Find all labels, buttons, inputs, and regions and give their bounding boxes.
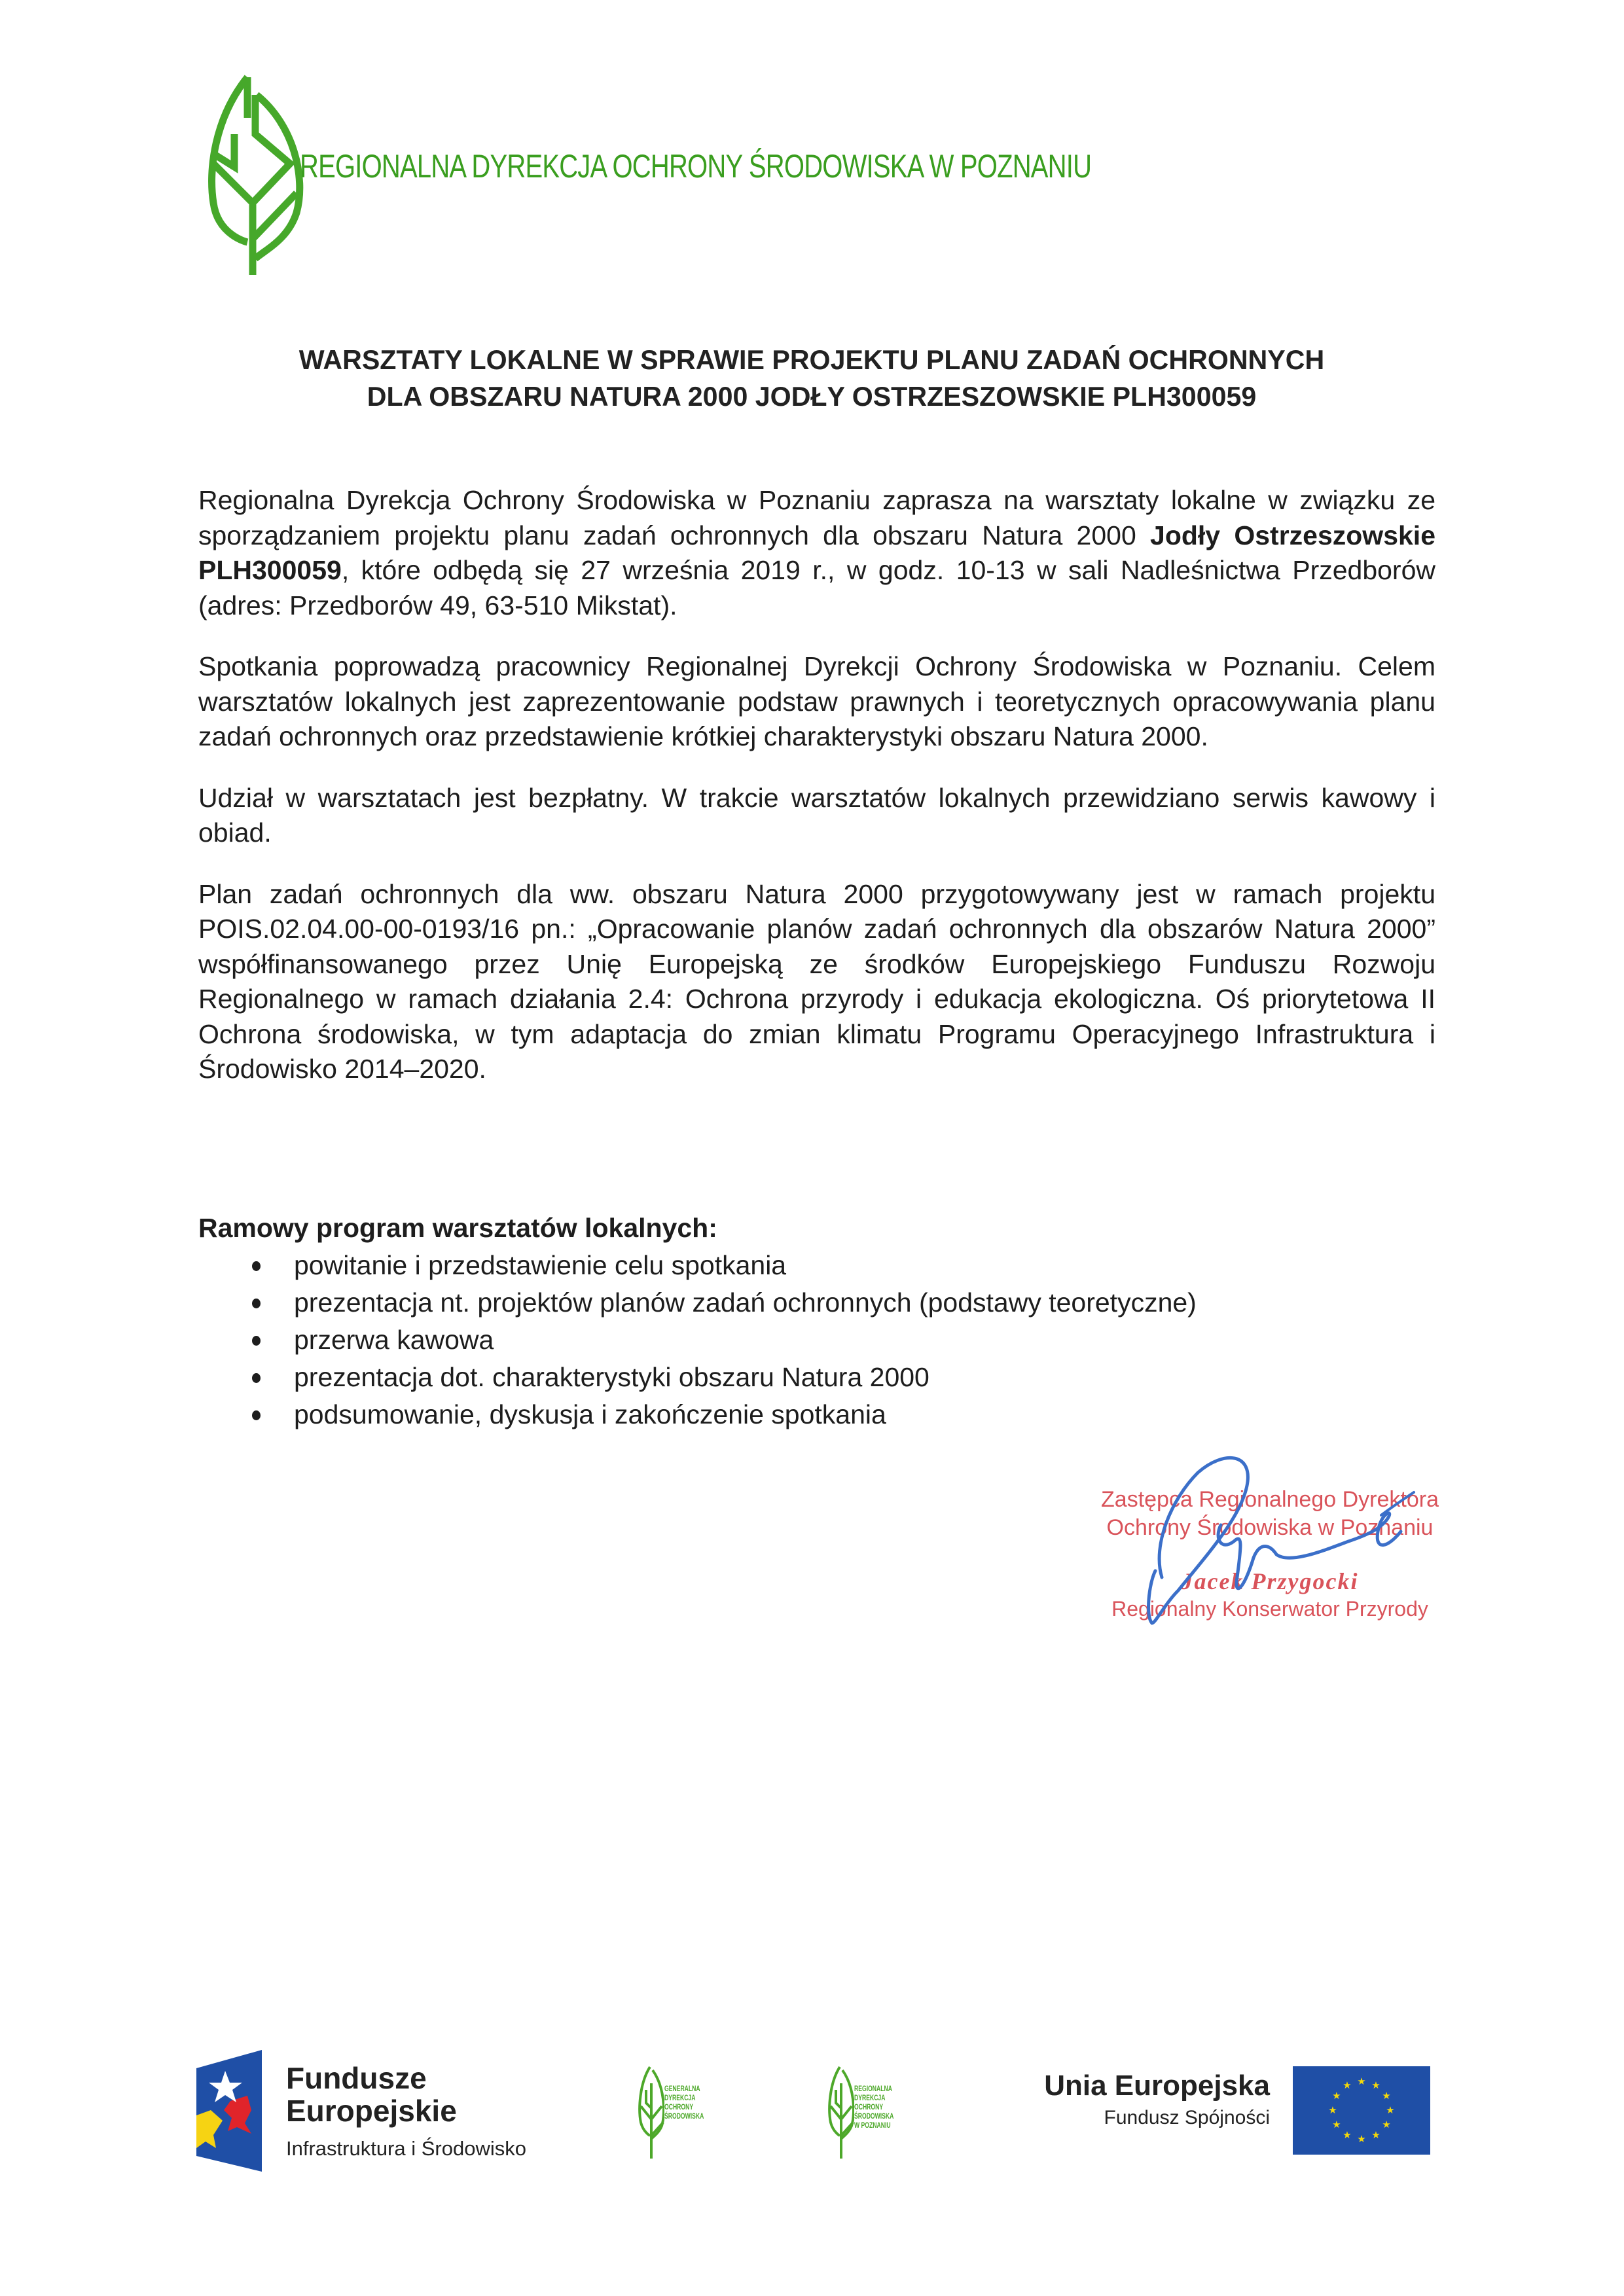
paragraph-funding: Plan zadań ochronnych dla ww. obszaru Natura 2000 przygotowywany jest w ramach projektu POIS.02.04.00-00-0193/16 pn.: „Opracowanie planów zadań ochronnych dla obszarów Natura 2000” współfinansowanego przez Unię Europejską ze środków Europejskiego Funduszu Rozwoju Regionalnego w ramach działania 2.4: Ochrona przyrody i edukacja ekologiczna. Oś priorytetowa II Ochrona środowiska, w tym adaptacja do zmian klimatu Programu Operacyjnego Infrastruktura i Środowisko 2014–2020. [198, 878, 1435, 1084]
fundusze-europejskie-logo-icon [196, 2050, 262, 2172]
rdos-text-line: ŚRODOWISKA [854, 2113, 894, 2121]
eu-star-icon: ★ [1371, 2130, 1380, 2142]
list-item [198, 1247, 1435, 1284]
program-heading: Ramowy program warsztatów lokalnych: [198, 1213, 717, 1243]
rdos-text-line: W POZNANIU [854, 2122, 891, 2130]
title-line-2: DLA OBSZARU NATURA 2000 JODŁY OSTRZESZOWSKIE PLH300059 [367, 381, 1257, 412]
organization-name: REGIONALNA DYREKCJA OCHRONY ŚRODOWISKA W POZNANIU [300, 148, 1092, 185]
gdos-text-line: ŚRODOWISKA [664, 2113, 704, 2121]
gdos-logo [638, 2064, 730, 2162]
gdos-text-line: GENERALNA [664, 2085, 700, 2093]
list-item-text: przerwa kawowa [294, 1325, 494, 1355]
eu-star-icon: ★ [1371, 2079, 1380, 2091]
rdos-text [854, 2085, 893, 2130]
eu-star-icon: ★ [1386, 2105, 1395, 2116]
rdos-text-line: OCHRONY [854, 2104, 884, 2111]
handwritten-signature-icon [1074, 1427, 1466, 1643]
stamp-name: Jacek Przygocki [1181, 1568, 1359, 1594]
eu-star-icon: ★ [1343, 2130, 1352, 2142]
paragraph-text: , które odbędą się 27 września 2019 r., w godz. 10-13 w sali Nadleśnictwa Przedborów (adres: Przedborów 49, 63-510 Mikstat). [198, 555, 1435, 620]
paragraph-text: Regionalna Dyrekcja Ochrony Środowiska w Poznaniu zaprasza na warsztaty lokalne w związku ze sporządzaniem projektu planu zadań ochronnych dla obszaru Natura 2000 [198, 485, 1435, 550]
fundusze-europejskie-text [286, 2062, 526, 2165]
ue-line-1: Unia Europejska [1044, 2070, 1270, 2102]
gdos-leaf-icon [638, 2064, 664, 2162]
rdos-leaf-icon [828, 2064, 854, 2162]
document-title [164, 342, 1460, 415]
rdos-text-line: REGIONALNA [854, 2085, 892, 2093]
fe-line-2: Europejskie [286, 2094, 457, 2128]
list-item-text: prezentacja nt. projektów planów zadań ochronnych (podstawy teoretyczne) [294, 1287, 1197, 1318]
unia-europejska-text [1021, 2068, 1270, 2132]
ue-line-2: Fundusz Spójności [1104, 2107, 1270, 2128]
eu-star-icon: ★ [1357, 2134, 1366, 2145]
fe-line-1: Fundusze [286, 2061, 427, 2095]
bullet-icon [252, 1410, 261, 1420]
list-item [198, 1321, 1435, 1359]
eu-star-icon: ★ [1382, 2090, 1391, 2102]
list-item [198, 1359, 1435, 1396]
eu-star-icon: ★ [1343, 2079, 1352, 2091]
title-line-1: WARSZTATY LOKALNE W SPRAWIE PROJEKTU PLANU ZADAŃ OCHRONNYCH [298, 344, 1325, 375]
document-body [198, 483, 1435, 1113]
paragraph-invitation [198, 483, 1435, 623]
eu-star-icon: ★ [1332, 2090, 1341, 2102]
rdos-leaf-logo-icon [208, 72, 306, 278]
paragraph-organizers: Spotkania poprowadzą pracownicy Regionalnej Dyrekcji Ochrony Środowiska w Poznaniu. Celem warsztatów lokalnych jest zaprezentowanie podstaw prawnych i teoretycznych opracowywania planu zadań ochronnych oraz przedstawienie krótkiej charakterystyki obszaru Natura 2000. [198, 651, 1435, 751]
rdos-footer-logo [828, 2064, 920, 2162]
stamp-line-2: Ochrony Środowiska w Poznaniu [1106, 1515, 1434, 1540]
stamp-line-1: Zastępca Regionalnego Dyrektora [1101, 1487, 1439, 1512]
program-list [198, 1247, 1435, 1433]
bullet-icon [252, 1261, 261, 1271]
stamp-role: Regionalny Konserwator Przyrody [1111, 1597, 1428, 1621]
paragraph-participation: Udział w warsztatach jest bezpłatny. W trakcie warsztatów lokalnych przewidziano serwis kawowy i obiad. [198, 782, 1435, 848]
bullet-icon [252, 1299, 261, 1308]
gdos-text-line: DYREKCJA [664, 2094, 696, 2102]
program-section [198, 1210, 1435, 1433]
list-item-text: prezentacja dot. charakterystyki obszaru Natura 2000 [294, 1362, 929, 1392]
rdos-text-line: DYREKCJA [854, 2094, 886, 2102]
fe-line-3: Infrastruktura i Środowisko [286, 2137, 526, 2160]
signature-stamp [1074, 1427, 1466, 1643]
eu-star-icon: ★ [1332, 2119, 1341, 2130]
gdos-text [664, 2085, 704, 2121]
list-item-text: podsumowanie, dyskusja i zakończenie spotkania [294, 1399, 886, 1429]
list-item-text: powitanie i przedstawienie celu spotkania [294, 1250, 787, 1280]
eu-star-icon: ★ [1357, 2076, 1366, 2087]
eu-star-icon: ★ [1328, 2105, 1337, 2116]
bullet-icon [252, 1373, 261, 1383]
eu-flag-icon [1293, 2066, 1430, 2155]
site-name-bold: Jodły Ostrzeszowskie PLH300059 [198, 520, 1435, 585]
list-item [198, 1284, 1435, 1321]
eu-star-icon: ★ [1382, 2119, 1391, 2130]
gdos-text-line: OCHRONY [664, 2104, 694, 2111]
bullet-icon [252, 1336, 261, 1346]
eu-stars [1293, 2066, 1430, 2155]
